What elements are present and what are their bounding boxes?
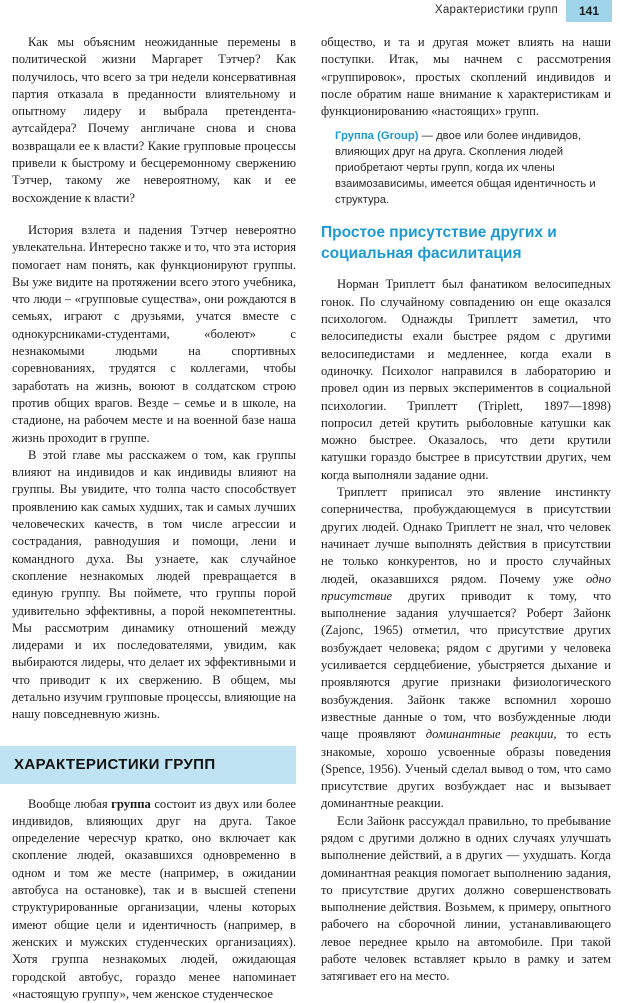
text-run: Вообще любая: [28, 796, 112, 811]
paragraph: Норман Триплетт был фанатиком велосипедных гонок. По случайному совпадению он еще оказался психологом. Однажды Триплетт заметил, что велосипедисты ехали быстрее рядом с другими велосипедистами и медленнее, когда ехали в одиночку. Психолог направился в лабораторию и провел один из первых экспериментов в социальной психологии. Триплетт (Triplett, 1897—1898) попросил детей крутить рыболовные катушки как можно быстрее. Оказалось, что дети крутили катушки гораздо быстрее в присутствии других, чем когда выполняли задание одни.: [321, 277, 611, 482]
left-column: [12, 34, 296, 1003]
definition-box: [335, 128, 611, 208]
running-header: [0, 0, 620, 24]
text-run: , то есть знакомые, хорошо усвоенные образы поведения (Spence, 1956). Ученый сделал вывод о том, что само присутствие других возбуждает нас и вызывает доминантные реакции.: [321, 727, 612, 811]
paragraph: [12, 796, 296, 1003]
right-column: [321, 34, 611, 986]
italic-term: одно присутствие: [321, 571, 611, 603]
paragraph: Как мы объясним неожиданные перемены в политической жизни Маргарет Тэтчер? Как получилось, что всего за три недели консервативная партия отказала в преданности влиятельному и опытному лидеру и выбрала претендента-аутсайдера? Почему англичане снова и снова возвращали ее к власти? Какие групповые процессы привели к быстрому и бесцеремонному свержению Тэтчер, такому же невероятному, как и ее восхождение к власти?: [12, 35, 296, 205]
section-heading-box: [0, 746, 296, 784]
running-title: Характеристики групп: [434, 4, 558, 16]
page-number: 141: [566, 0, 612, 22]
section-heading: ХАРАКТЕРИСТИКИ ГРУПП: [14, 755, 216, 773]
paragraph: общество, и та и другая может влиять на наши поступки. Итак, мы начнем с рассмотрения «группировок», простых скоплений индивидов и после обратим наше внимание к характеристикам и функционированию «настоящих» групп.: [321, 35, 611, 119]
paragraph: История взлета и падения Тэтчер невероятно увлекательна. Интересно также и то, что эта история помогает нам понять, как функционируют группы. Вы уже видите на протяжении всего этого учебника, что люди – «групповые существа», они рождаются в семьях, играют с друзьями, учатся вместе с однокурсниками-студентами, «болеют» с незнакомыми людьми на спортивных соревнованиях, трудятся с коллегами, чтобы заработать на жизнь, воюют в солдатском строю против общих врагов. Везде – семье и в школе, на стадионе, на рабочем месте и на военной базе наша жизнь проходит в группе.: [12, 222, 296, 445]
key-term: группа: [111, 796, 151, 811]
text-run: Триплетт приписал это явление инстинкту соперничества, пробуждающемуся в присутствии других людей. Однако Триплетт не знал, что человек начинает лучше выполнять действия в присутствии не только конкурентов, но и просто случайных людей, оказавшихся рядом. Почему уже: [321, 485, 611, 586]
italic-term: доминантные реакции: [425, 727, 554, 742]
definition-term: Группа (Group): [335, 130, 419, 143]
text-run: других приводит к тому, что выполнение задания улучшается? Роберт Зайонк (Zajonc, 1965) отметил, что присутствие других возбуждает человека; рядом с другими у человека усиливается сердцебиение, убыстряется дыхание и проявляются другие признаки физиологического возбуждения. Зайонк также вспомнил хорошо известные данные о том, что возбужденные люди чаще проявляют: [321, 588, 611, 742]
subsection-heading: Простое присутствие других и социальная фасилитация: [321, 224, 557, 263]
paragraph: Если Зайонк рассуждал правильно, то пребывание рядом с другими должно в одних случаях улучшать выполнение действий, а в других — ухудшать. Когда доминантная реакция помогает выполнению задания, то присутствие других должно совершенствовать выполнение действия. Возьмем, к примеру, опытного рабочего на сборочной линии, устанавливающего левое переднее крыло на автомобиле. При такой работе человек вставляет крыло в рамку и затем затягивает его на место.: [321, 813, 611, 984]
paragraph: [321, 484, 611, 813]
definition-text: — двое или более индивидов, влияющих друг на друга. Скопления людей приобретают черты групп, когда их члены взаимозависимы, имеется общая идентичность и структура.: [335, 130, 596, 207]
text-run: состоит из двух или более индивидов, влияющих друг на друга. Такое определение чересчур кратко, оно включает как скопление людей, оказавшихся одновременно в одном и том же месте (например, в ожидании автобуса на остановке), так и в высшей степени структурированные организации, члены которых имеют общие цели и идентичность (например, в женских и мужских студенческих организациях). Хотя группа незнакомых людей, ожидающая городской автобус, гораздо менее напоминает «настоящую группу», чем женское студенческое: [12, 796, 296, 1001]
paragraph: В этой главе мы расскажем о том, как группы влияют на индивидов и как индивиды влияют на группы. Вы увидите, что толпа часто способствует проявлению как самых худших, так и самых лучших человеческих качеств, в том числе агрессии и сострадания, равнодушия и помощи, лени и командного духа. Вы узнаете, как случайное скопление незнакомых людей превращается в единую группу. Вы поймете, что группы порой удивительно эффективны, а порой некомпетентны. Мы рассмотрим динамику отношений между лидерами и их последователями, увидим, как выбираются лидеры, что делает их эффективными и что приводит к их свержению. В общем, мы детально изучим групповые процессы, влияющие на нашу повседневную жизнь.: [12, 447, 296, 722]
